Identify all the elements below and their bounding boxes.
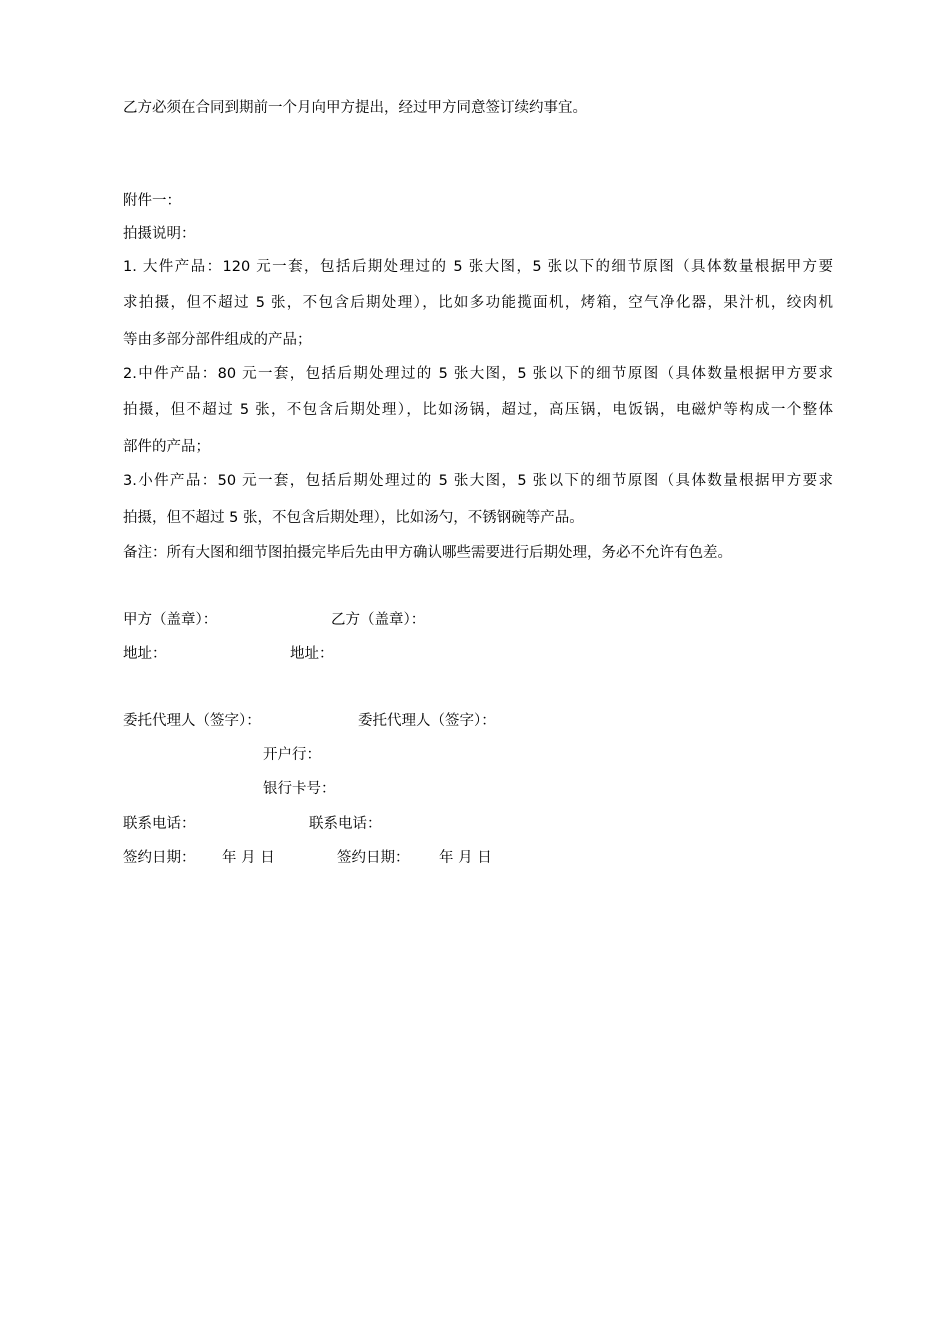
phone-b: 联系电话： — [309, 816, 382, 832]
agent-b: 委托代理人（签字）： — [358, 713, 496, 729]
item-2-line-2: 拍摄，但不超过 5 张，不包含后期处理），比如汤锅，超过，高压锅，电饭锅，电磁炉等构成一个整体 — [123, 402, 833, 418]
item-1-line-2: 求拍摄，但不超过 5 张，不包含后期处理），比如多功能揽面机，烤箱，空气净化器，果汁机，绞肉机 — [123, 295, 833, 311]
agent-a: 委托代理人（签字）： — [123, 713, 261, 729]
sign-date-a-label: 签约日期： — [123, 850, 196, 866]
sign-date-b-label: 签约日期： — [337, 850, 410, 866]
item-1-line-1: 1. 大件产品：120 元一套，包括后期处理过的 5 张大图，5 张以下的细节原图（具体数量根据甲方要 — [123, 259, 833, 275]
shooting-title: 拍摄说明： — [123, 226, 196, 242]
item-1-line-3: 等由多部分部件组成的产品； — [123, 332, 312, 348]
intro-line: 乙方必须在合同到期前一个月向甲方提出，经过甲方同意签订续约事宜。 — [123, 100, 587, 116]
remark-line: 备注：所有大图和细节图拍摄完毕后先由甲方确认哪些需要进行后期处理，务必不允许有色差。 — [123, 545, 732, 561]
address-a: 地址： — [123, 646, 167, 662]
bank-label: 开户行： — [263, 747, 321, 763]
attachment-title: 附件一： — [123, 193, 181, 209]
address-b: 地址： — [290, 646, 334, 662]
item-2-line-3: 部件的产品； — [123, 439, 210, 455]
party-a-seal: 甲方（盖章）： — [123, 612, 218, 628]
item-3-line-1: 3.小件产品：50 元一套，包括后期处理过的 5 张大图，5 张以下的细节原图（具体数量根据甲方要求 — [123, 473, 833, 489]
item-2-line-1: 2.中件产品：80 元一套，包括后期处理过的 5 张大图，5 张以下的细节原图（具体数量根据甲方要求 — [123, 366, 833, 382]
sign-date-a-value: 年 月 日 — [222, 850, 275, 866]
party-b-seal: 乙方（盖章）： — [331, 612, 426, 628]
phone-a: 联系电话： — [123, 816, 196, 832]
item-3-line-2: 拍摄，但不超过 5 张，不包含后期处理），比如汤勺，不锈钢碗等产品。 — [123, 510, 584, 526]
card-number-label: 银行卡号： — [263, 781, 336, 797]
sign-date-b-value: 年 月 日 — [439, 850, 492, 866]
